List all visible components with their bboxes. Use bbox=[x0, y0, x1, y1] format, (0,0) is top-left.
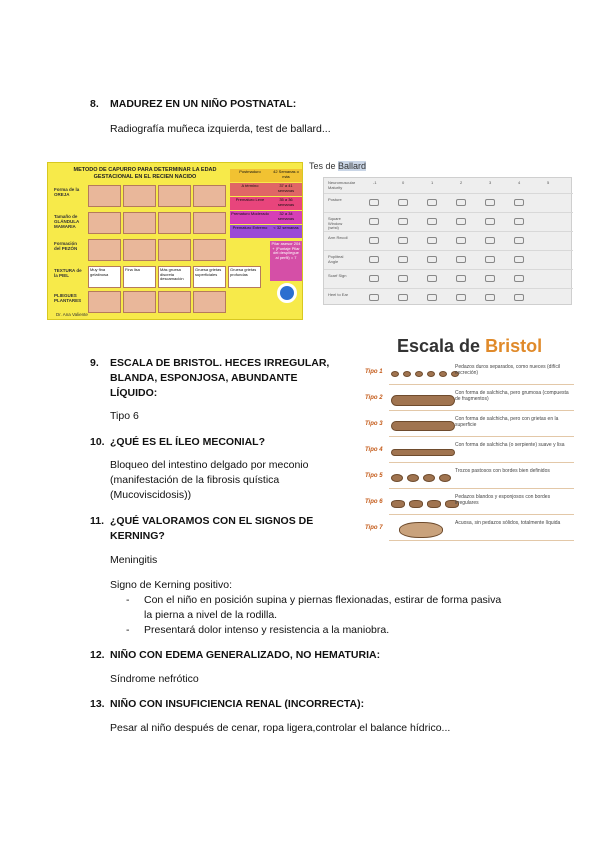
capurro-row-label: Forma de la OREJA bbox=[54, 187, 80, 197]
ballard-header-cell: 1 bbox=[431, 180, 434, 185]
ballard-sketch-icon bbox=[369, 199, 379, 206]
bristol-type-description: Acuosa, sin pedazos sólidos, totalmente líquida bbox=[455, 520, 561, 526]
capurro-image-cell bbox=[88, 185, 121, 207]
stool-shape-icon bbox=[407, 474, 419, 482]
stool-shape-icon bbox=[409, 500, 423, 508]
ballard-label bbox=[309, 161, 366, 171]
bristol-row bbox=[359, 363, 574, 385]
ballard-sketch-icon bbox=[369, 275, 379, 282]
question-8-heading bbox=[90, 97, 296, 112]
question-8-answer: Radiografía muñeca izquierda, test de ballard... bbox=[110, 123, 331, 135]
capurro-age-value: 42 Semanas o más bbox=[270, 169, 302, 182]
capurro-title: METODO DE CAPURRO PARA DETERMINAR LA EDAD GESTACIONAL EN EL RECIEN NACIDO bbox=[73, 167, 217, 180]
capurro-age-label: Postmaduro bbox=[230, 169, 270, 182]
ballard-header-cell: 5 bbox=[547, 180, 550, 185]
ballard-sketch-icon bbox=[456, 199, 466, 206]
ballard-row bbox=[324, 288, 573, 307]
ballard-sketch-icon bbox=[514, 294, 524, 301]
ballard-sketch-icon bbox=[485, 275, 495, 282]
capurro-age-label: Prematuro Extremo bbox=[230, 225, 270, 238]
capurro-image-cell bbox=[123, 185, 156, 207]
bristol-type-description: Trozos pastosos con bordes bien definidos bbox=[455, 468, 550, 474]
ballard-row-label: Arm Recoil bbox=[328, 235, 348, 240]
bristol-type-description: Con forma de salchicha (o serpiente) suave y lisa bbox=[455, 442, 565, 448]
ballard-sketch-icon bbox=[427, 275, 437, 282]
ballard-row-label: Scarf Sign bbox=[328, 273, 347, 278]
bristol-row bbox=[359, 493, 574, 515]
ballard-sketch-icon bbox=[427, 294, 437, 301]
ballard-sketch-icon bbox=[427, 237, 437, 244]
question-11-answer: Meningitis bbox=[110, 554, 158, 566]
bristol-row bbox=[359, 389, 574, 411]
capurro-image-cell bbox=[193, 291, 226, 313]
capurro-image-cell bbox=[158, 239, 191, 261]
question-title: MADUREZ EN UN NIÑO POSTNATAL: bbox=[110, 98, 297, 110]
bristol-type-label: Tipo 7 bbox=[365, 525, 383, 531]
bristol-type-label: Tipo 5 bbox=[365, 473, 383, 479]
bristol-scale-figure bbox=[359, 336, 574, 544]
capurro-image-cell bbox=[88, 212, 121, 234]
ballard-sketch-icon bbox=[398, 237, 408, 244]
bristol-type-label: Tipo 3 bbox=[365, 421, 383, 427]
question-11-heading bbox=[90, 514, 313, 544]
capurro-age-value: 35 a 36 semanas bbox=[270, 197, 302, 210]
ballard-sketch-icon bbox=[485, 294, 495, 301]
ballard-sketch-icon bbox=[369, 237, 379, 244]
bristol-row bbox=[359, 467, 574, 489]
ballard-header bbox=[324, 180, 573, 192]
ballard-sketch-icon bbox=[398, 294, 408, 301]
question-title-line: ¿QUÉ VALORAMOS CON EL SIGNOS DE bbox=[110, 515, 314, 527]
capurro-image-cell: Más gruesa discreta descamación bbox=[158, 266, 191, 288]
ballard-header-cell: 3 bbox=[489, 180, 492, 185]
list-item-line: - Con el niño en posición supina y piernas flexionadas, estirar de forma pasiva bbox=[144, 594, 502, 606]
question-title-line: KERNING? bbox=[110, 530, 165, 542]
ballard-sketch-icon bbox=[456, 237, 466, 244]
question-title-line: ESCALA DE BRISTOL. HECES IRREGULAR, bbox=[110, 357, 330, 369]
ballard-sketch-icon bbox=[485, 256, 495, 263]
stool-shape-icon bbox=[439, 371, 447, 377]
ballard-header-cell: 4 bbox=[518, 180, 521, 185]
ballard-row bbox=[324, 212, 573, 231]
stool-shape-icon bbox=[423, 474, 435, 482]
bristol-type-description: Con forma de salchicha, pero grumosa (compuesta de fragmentos) bbox=[455, 390, 569, 402]
answer-line: Bloqueo del intestino delgado por meconio bbox=[110, 459, 309, 471]
list-item bbox=[126, 593, 501, 623]
bristol-title-b: Bristol bbox=[485, 336, 543, 356]
stool-shape-icon bbox=[391, 421, 455, 431]
bristol-type-description: Pedazos duros separados, como nueces (difícil excreción) bbox=[455, 364, 561, 376]
capurro-image-cell bbox=[123, 291, 156, 313]
ballard-sketch-icon bbox=[398, 218, 408, 225]
ballard-sketch-icon bbox=[485, 237, 495, 244]
capurro-row-label: Tamaño de GLÁNDULA MAMARIA bbox=[54, 214, 80, 229]
question-10-heading bbox=[90, 435, 265, 450]
stool-shape-icon bbox=[399, 522, 443, 538]
bristol-title bbox=[397, 336, 542, 357]
question-title: NIÑO CON INSUFICIENCIA RENAL (INCORRECTA): bbox=[110, 698, 365, 710]
question-12-answer: Síndrome nefrótico bbox=[110, 673, 199, 685]
capurro-image-cell bbox=[88, 239, 121, 261]
ballard-test-figure bbox=[323, 177, 572, 305]
ballard-sketch-icon bbox=[514, 256, 524, 263]
ballard-sketch-icon bbox=[485, 218, 495, 225]
kerning-steps-list bbox=[126, 593, 501, 638]
ballard-sketch-icon bbox=[398, 275, 408, 282]
ballard-sketch-icon bbox=[514, 199, 524, 206]
ballard-sketch-icon bbox=[398, 256, 408, 263]
capurro-age-value: < 32 semanas bbox=[270, 225, 302, 238]
ballard-row bbox=[324, 269, 573, 288]
stool-shape-icon bbox=[427, 371, 435, 377]
ballard-sketch-icon bbox=[427, 256, 437, 263]
stool-shape-icon bbox=[439, 474, 451, 482]
ballard-sketch-icon bbox=[369, 294, 379, 301]
capurro-age-value: 32 a 34 semanas bbox=[270, 211, 302, 224]
question-number: 9. bbox=[90, 357, 99, 369]
capurro-image-cell bbox=[158, 212, 191, 234]
ballard-row-label: Posture bbox=[328, 197, 342, 202]
stool-shape-icon bbox=[391, 449, 455, 456]
capurro-row-label: TEXTURA de la PIEL bbox=[54, 268, 82, 278]
capurro-row-label: PLIEGUES PLANTARES bbox=[54, 293, 82, 303]
capurro-image-cell: Gruesa grietas profundas bbox=[228, 266, 261, 288]
capurro-image-cell: Fina lisa bbox=[123, 266, 156, 288]
ballard-row bbox=[324, 193, 573, 212]
capurro-image-cell: Muy fina gelatinosa bbox=[88, 266, 121, 288]
capurro-image-cell bbox=[193, 239, 226, 261]
stool-shape-icon bbox=[427, 500, 441, 508]
capurro-image-cell bbox=[158, 185, 191, 207]
bristol-row-divider bbox=[389, 462, 574, 463]
ballard-sketch-icon bbox=[514, 218, 524, 225]
list-item-line: la pierna a nivel de la rodilla. bbox=[144, 609, 278, 621]
capurro-age-value: 37 a 41 semanas bbox=[270, 183, 302, 196]
ballard-row-label: Square Window (wrist) bbox=[328, 216, 343, 231]
ballard-label-prefix: Tes de bbox=[309, 161, 339, 171]
capurro-age-label: Prematuro Moderado bbox=[230, 211, 270, 224]
ballard-sketch-icon bbox=[514, 275, 524, 282]
capurro-author: Dr. Ana Valiente bbox=[56, 312, 88, 317]
question-9-heading bbox=[90, 356, 355, 401]
capurro-image-cell bbox=[193, 185, 226, 207]
question-13-heading bbox=[90, 697, 364, 712]
ballard-sketch-icon bbox=[456, 275, 466, 282]
capurro-image-cell bbox=[88, 291, 121, 313]
capurro-note: Pilar asesor 204 + (Puntaje Pilar del despliegue al perfil) = 7 bbox=[270, 241, 302, 281]
stool-shape-icon bbox=[391, 395, 455, 406]
bristol-type-label: Tipo 4 bbox=[365, 447, 383, 453]
kerning-sign-title: Signo de Kerning positivo: bbox=[110, 579, 232, 591]
logo-icon bbox=[277, 283, 297, 303]
bristol-row-divider bbox=[389, 488, 574, 489]
ballard-header-cell: -1 bbox=[373, 180, 377, 185]
stool-shape-icon bbox=[415, 371, 423, 377]
ballard-sketch-icon bbox=[369, 218, 379, 225]
bristol-type-description: Pedazos blandos y esponjosos con bordes irregulares bbox=[455, 494, 551, 506]
question-title-line: LÍQUIDO: bbox=[110, 387, 158, 399]
bristol-type-label: Tipo 2 bbox=[365, 395, 383, 401]
ballard-row bbox=[324, 250, 573, 269]
bristol-row-divider bbox=[389, 410, 574, 411]
ballard-sketch-icon bbox=[456, 294, 466, 301]
question-9-answer: Tipo 6 bbox=[110, 410, 139, 422]
capurro-method-figure bbox=[47, 162, 303, 320]
question-number: 12. bbox=[90, 649, 105, 661]
stool-shape-icon bbox=[391, 500, 405, 508]
bristol-type-label: Tipo 6 bbox=[365, 499, 383, 505]
ballard-row bbox=[324, 231, 573, 250]
bristol-title-a: Escala de bbox=[397, 336, 486, 356]
question-13-answer: Pesar al niño después de cenar, ropa ligera,controlar el balance hídrico... bbox=[110, 722, 451, 734]
list-item-line: - Presentará dolor intenso y resistencia a la maniobra. bbox=[144, 624, 390, 636]
answer-line: (Mucoviscidosis)) bbox=[110, 489, 192, 501]
stool-shape-icon bbox=[391, 371, 399, 377]
ballard-sketch-icon bbox=[427, 199, 437, 206]
capurro-age-label: Prematuro Leve bbox=[230, 197, 270, 210]
capurro-image-cell bbox=[193, 212, 226, 234]
bristol-row-divider bbox=[389, 514, 574, 515]
answer-line: (manifestación de la fibrosis quística bbox=[110, 474, 280, 486]
capurro-age-label: A término bbox=[230, 183, 270, 196]
stool-shape-icon bbox=[391, 474, 403, 482]
bristol-type-label: Tipo 1 bbox=[365, 369, 383, 375]
bristol-row-divider bbox=[389, 384, 574, 385]
bristol-row-divider bbox=[389, 540, 574, 541]
question-number: 11. bbox=[90, 515, 105, 527]
question-10-answer bbox=[110, 458, 308, 503]
capurro-row-label: Formación del PEZÓN bbox=[54, 241, 78, 251]
question-number: 10. bbox=[90, 436, 105, 448]
ballard-sketch-icon bbox=[427, 218, 437, 225]
question-title: ¿QUÉ ES EL ÍLEO MECONIAL? bbox=[110, 436, 265, 448]
question-number: 8. bbox=[90, 98, 99, 110]
ballard-row-label: Popliteal Angle bbox=[328, 254, 344, 264]
bristol-row bbox=[359, 519, 574, 541]
ballard-header-cell: Neuromuscular Maturity bbox=[328, 180, 356, 190]
ballard-header-cell: 0 bbox=[402, 180, 405, 185]
ballard-sketch-icon bbox=[485, 199, 495, 206]
ballard-sketch-icon bbox=[456, 256, 466, 263]
ballard-header-cell: 2 bbox=[460, 180, 463, 185]
bristol-row bbox=[359, 415, 574, 437]
capurro-image-cell bbox=[123, 212, 156, 234]
bristol-row-divider bbox=[389, 436, 574, 437]
ballard-row-label: Heel to Ear bbox=[328, 292, 349, 297]
bristol-type-description: Con forma de salchicha, pero con grietas en la superficie bbox=[455, 416, 559, 428]
ballard-label-highlight: Ballard bbox=[338, 161, 367, 171]
capurro-image-cell: Gruesa grietas superficiales bbox=[193, 266, 226, 288]
question-title: NIÑO CON EDEMA GENERALIZADO, NO HEMATURIA: bbox=[110, 649, 381, 661]
capurro-image-cell bbox=[158, 291, 191, 313]
question-12-heading bbox=[90, 648, 380, 663]
ballard-sketch-icon bbox=[398, 199, 408, 206]
ballard-sketch-icon bbox=[369, 256, 379, 263]
ballard-sketch-icon bbox=[456, 218, 466, 225]
ballard-sketch-icon bbox=[514, 237, 524, 244]
stool-shape-icon bbox=[403, 371, 411, 377]
capurro-image-cell bbox=[123, 239, 156, 261]
question-title-line: BLANDA, ESPONJOSA, ABUNDANTE bbox=[110, 372, 298, 384]
question-number: 13. bbox=[90, 698, 105, 710]
list-item bbox=[126, 623, 501, 638]
bristol-row bbox=[359, 441, 574, 463]
